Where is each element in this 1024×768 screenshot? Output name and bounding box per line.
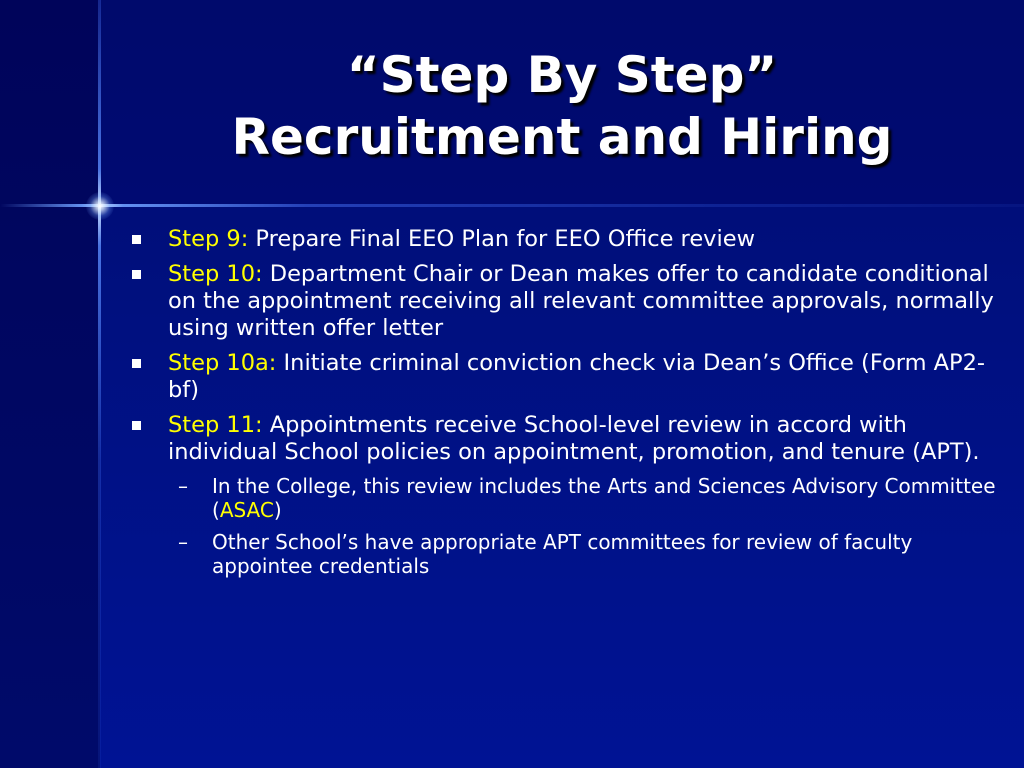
sub-bullet-text: Other School’s have appropriate APT committees for review of faculty appointee credentials <box>212 530 913 578</box>
dash-bullet-icon: – <box>178 530 188 554</box>
square-bullet-icon <box>132 359 141 368</box>
sub-bullet-text: In the College, this review includes the Arts and Sciences Advisory Committee ( <box>212 474 996 522</box>
bullet-item-step-10a <box>128 350 1008 404</box>
sub-bullet-text-end: ) <box>273 498 282 522</box>
title-line-2: Recruitment and Hiring <box>231 108 893 166</box>
left-panel-decoration <box>0 0 100 768</box>
step-label: Step 11: <box>168 412 263 438</box>
bullet-item-step-11 <box>128 412 1008 466</box>
square-bullet-icon <box>132 270 141 279</box>
step-label: Step 10a: <box>168 350 277 376</box>
horizontal-accent-line <box>0 204 1024 207</box>
bullet-text: Initiate criminal conviction check via Dean’s Office (Form AP2-bf) <box>168 350 986 403</box>
square-bullet-icon <box>132 235 141 244</box>
sparkle-icon <box>86 192 114 220</box>
step-label: Step 10: <box>168 261 263 287</box>
bullet-item-step-9 <box>128 226 1008 253</box>
bullet-text: Appointments receive School-level review in accord with individual School policies on appointment, promotion, and tenure (APT). <box>168 412 980 465</box>
square-bullet-icon <box>132 421 141 430</box>
slide-body <box>128 226 1008 586</box>
asac-highlight: ASAC <box>219 498 274 522</box>
bullet-text: Department Chair or Dean makes offer to candidate conditional on the appointment receiving all relevant committee approvals, normally using written offer letter <box>168 261 994 341</box>
slide-title <box>100 44 1024 168</box>
step-label: Step 9: <box>168 226 249 252</box>
sub-bullet-other-schools <box>128 530 1008 578</box>
title-line-1: “Step By Step” <box>346 46 778 104</box>
sub-bullet-college <box>128 474 1008 522</box>
bullet-text: Prepare Final EEO Plan for EEO Office review <box>248 226 755 252</box>
bullet-item-step-10 <box>128 261 1008 342</box>
dash-bullet-icon: – <box>178 474 188 498</box>
